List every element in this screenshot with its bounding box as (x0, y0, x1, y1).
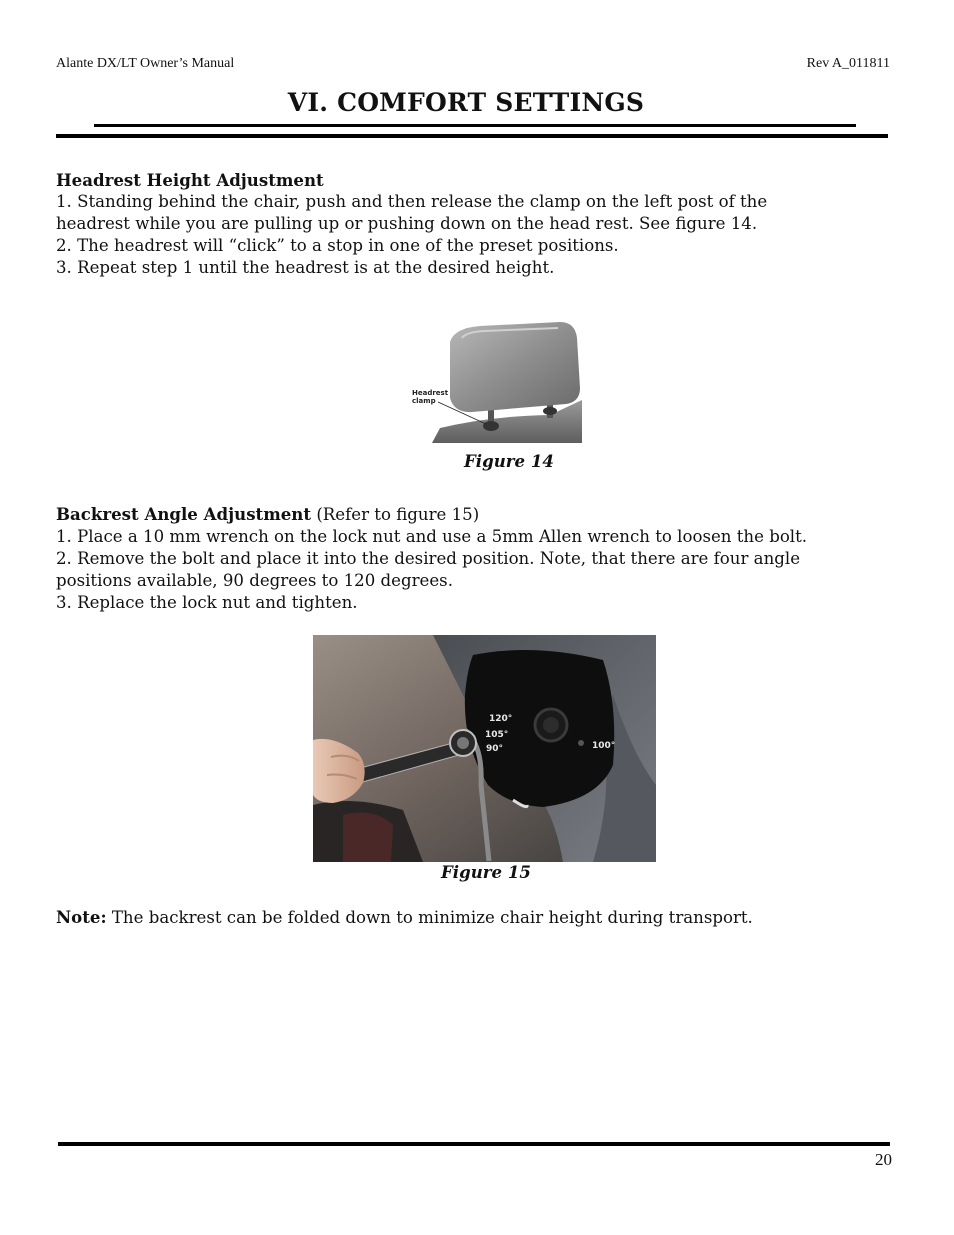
note-label: Note: (56, 907, 107, 927)
figure-14-label: Headrest (412, 389, 449, 397)
backrest-heading-suffix: (Refer to figure 15) (311, 505, 480, 524)
headrest-line: 3. Repeat step 1 until the headrest is at the desired height. (56, 258, 555, 277)
backrest-line: 1. Place a 10 mm wrench on the lock nut and use a 5mm Allen wrench to loosen the bolt. (56, 527, 808, 546)
title-rule (56, 134, 888, 138)
title-underline (94, 124, 856, 127)
figure-15-image (313, 635, 656, 862)
headrest-heading: Headrest Height Adjustment (56, 170, 324, 190)
backrest-heading: Backrest Angle Adjustment (56, 504, 312, 524)
section-title: VI. COMFORT SETTINGS (287, 88, 645, 117)
note (56, 906, 896, 929)
figure-14-label: clamp (412, 397, 436, 405)
backrest-line: positions available, 90 degrees to 120 degrees. (56, 571, 453, 590)
angle-mark: 105° (485, 730, 509, 740)
headrest-line: 1. Standing behind the chair, push and then release the clamp on the left post of the (56, 192, 768, 211)
manual-title: Alante DX/LT Owner’s Manual (56, 56, 235, 71)
figure-14-image (410, 320, 582, 443)
backrest-line: 2. Remove the bolt and place it into the desired position. Note, that there are four angle (56, 549, 801, 568)
angle-mark: 90° (486, 744, 504, 754)
revision-label: Rev A_011811 (806, 56, 890, 71)
headrest-section (56, 169, 896, 279)
headrest-line: 2. The headrest will “click” to a stop in one of the preset positions. (56, 236, 619, 255)
angle-mark: 120° (489, 714, 513, 724)
angle-mark: 100° (592, 741, 616, 751)
page-number: 20 (875, 1150, 892, 1169)
footer-rule (58, 1142, 890, 1146)
note-text: The backrest can be folded down to minimize chair height during transport. (106, 908, 753, 927)
figure-15-caption: Figure 15 (441, 862, 531, 882)
figure-14-caption: Figure 14 (464, 451, 554, 471)
backrest-line: 3. Replace the lock nut and tighten. (56, 593, 358, 612)
headrest-line: headrest while you are pulling up or pushing down on the head rest. See figure 14. (56, 214, 758, 233)
backrest-section (56, 503, 896, 614)
